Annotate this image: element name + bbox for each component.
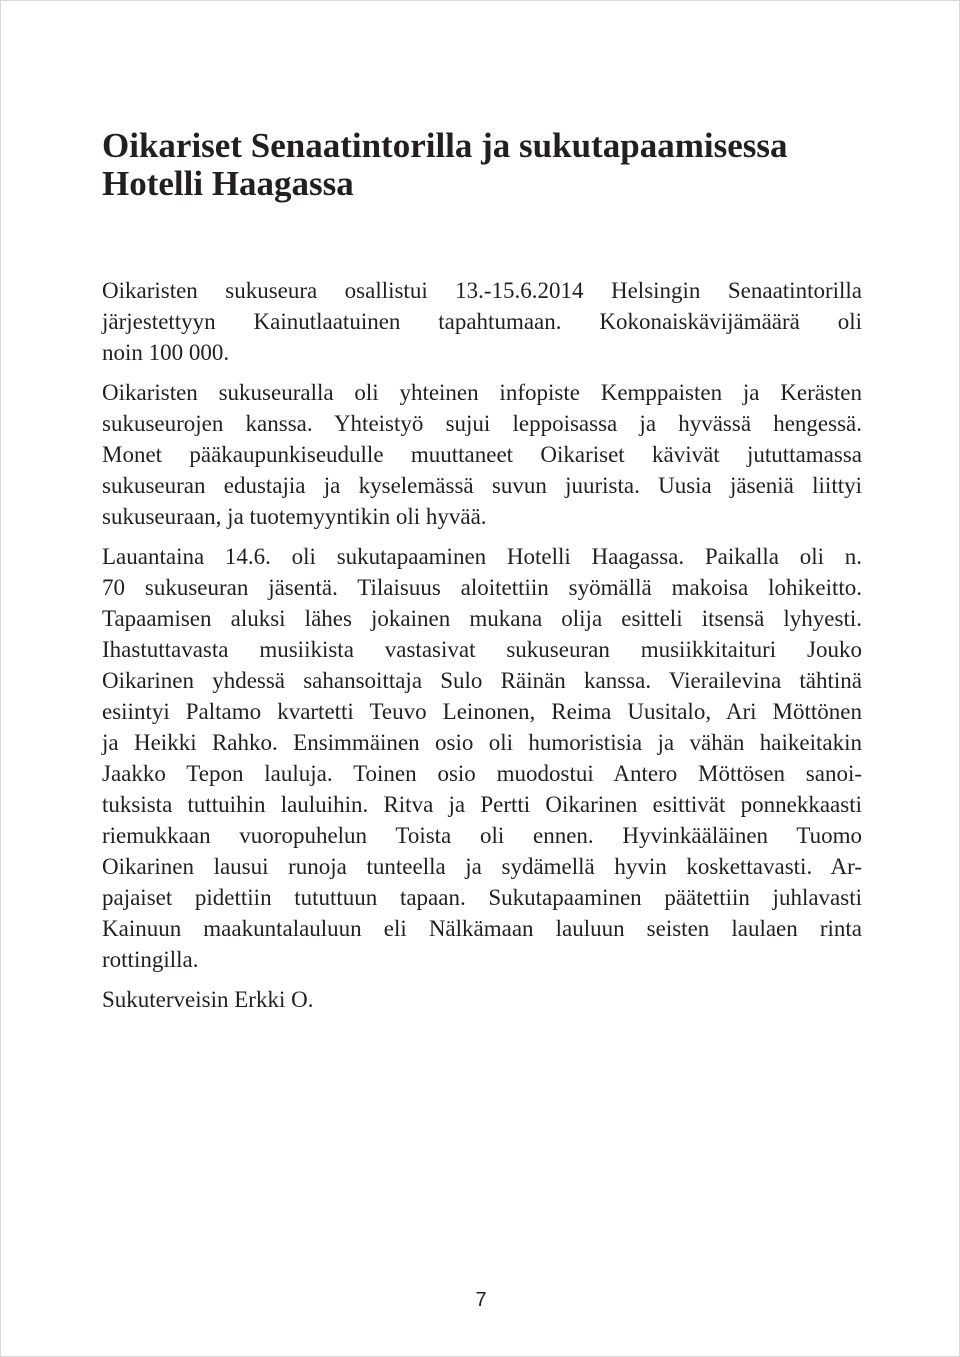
text-line: sukuseuraan, ja tuotemyyntikin oli hyvää.: [102, 504, 487, 529]
text-line: pajaiset pidettiin tututtuun tapaan. Sukutapaaminen päätettiin juhlavasti: [102, 885, 862, 910]
text-line: ja Heikki Rahko. Ensimmäinen osio oli humoristisia ja vähän haikeitakin: [102, 730, 862, 755]
text-line: Oikarinen yhdessä sahansoittaja Sulo Räinän kanssa. Vierailevina tähtinä: [102, 668, 862, 693]
text-line: tuksista tuttuihin lauluihin. Ritva ja Pertti Oikarinen esittivät ponnekkaasti: [102, 792, 862, 817]
text-line: riemukkaan vuoropuhelun Toista oli ennen. Hyvinkääläinen Tuomo: [102, 823, 862, 848]
text-line: järjestettyyn Kainutlaatuinen tapahtumaan. Kokonaiskävijämäärä oli: [102, 309, 862, 334]
text-line: Ihastuttavasta musiikista vastasivat sukuseuran musiikkitaituri Jouko: [102, 637, 862, 662]
text-line: 70 sukuseuran jäsentä. Tilaisuus aloitettiin syömällä makoisa lohikeitto.: [102, 575, 862, 600]
text-line: esiintyi Paltamo kvartetti Teuvo Leinonen, Reima Uusitalo, Ari Möttönen: [102, 699, 862, 724]
text-line: sukuseuran edustajia ja kyselemässä suvun juurista. Uusia jäseniä liittyi: [102, 473, 862, 498]
article: [102, 127, 862, 1015]
signature: Sukuterveisin Erkki O.: [102, 987, 314, 1012]
text-line: Oikaristen sukuseura osallistui 13.-15.6.2014 Helsingin Senaatintorilla: [102, 278, 862, 303]
title-line: Oikariset Senaatintorilla ja sukutapaamisessa: [102, 126, 788, 165]
text-line: Oikaristen sukuseuralla oli yhteinen infopiste Kemppaisten ja Kerästen: [102, 380, 862, 405]
paragraph-event: [102, 275, 862, 368]
text-line: rottingilla.: [102, 947, 199, 972]
text-line: Kainuun maakuntalauluun eli Nälkämaan lauluun seisten laulaen rinta: [102, 916, 862, 941]
paragraph-infopoint: [102, 377, 862, 532]
title-line: Hotelli Haagassa: [102, 164, 354, 203]
article-body: [102, 275, 862, 1015]
text-line: Monet pääkaupunkiseudulle muuttaneet Oikariset kävivät jututtamassa: [102, 442, 862, 467]
page-number: 7: [475, 1289, 487, 1311]
text-line: sukuseurojen kanssa. Yhteistyö sujui leppoisassa ja hyvässä hengessä.: [102, 411, 862, 436]
text-line: Jaakko Tepon lauluja. Toinen osio muodostui Antero Möttösen sanoi-: [102, 761, 862, 786]
paragraph-family-meeting: [102, 541, 862, 975]
article-title: [102, 127, 862, 203]
text-line: Lauantaina 14.6. oli sukutapaaminen Hotelli Haagassa. Paikalla oli n.: [102, 544, 862, 569]
text-line: noin 100 000.: [102, 340, 230, 365]
text-line: Oikarinen lausui runoja tunteella ja sydämellä hyvin koskettavasti. Ar-: [102, 854, 862, 879]
text-line: Tapaamisen aluksi lähes jokainen mukana olija esitteli itsensä lyhyesti.: [102, 606, 862, 631]
